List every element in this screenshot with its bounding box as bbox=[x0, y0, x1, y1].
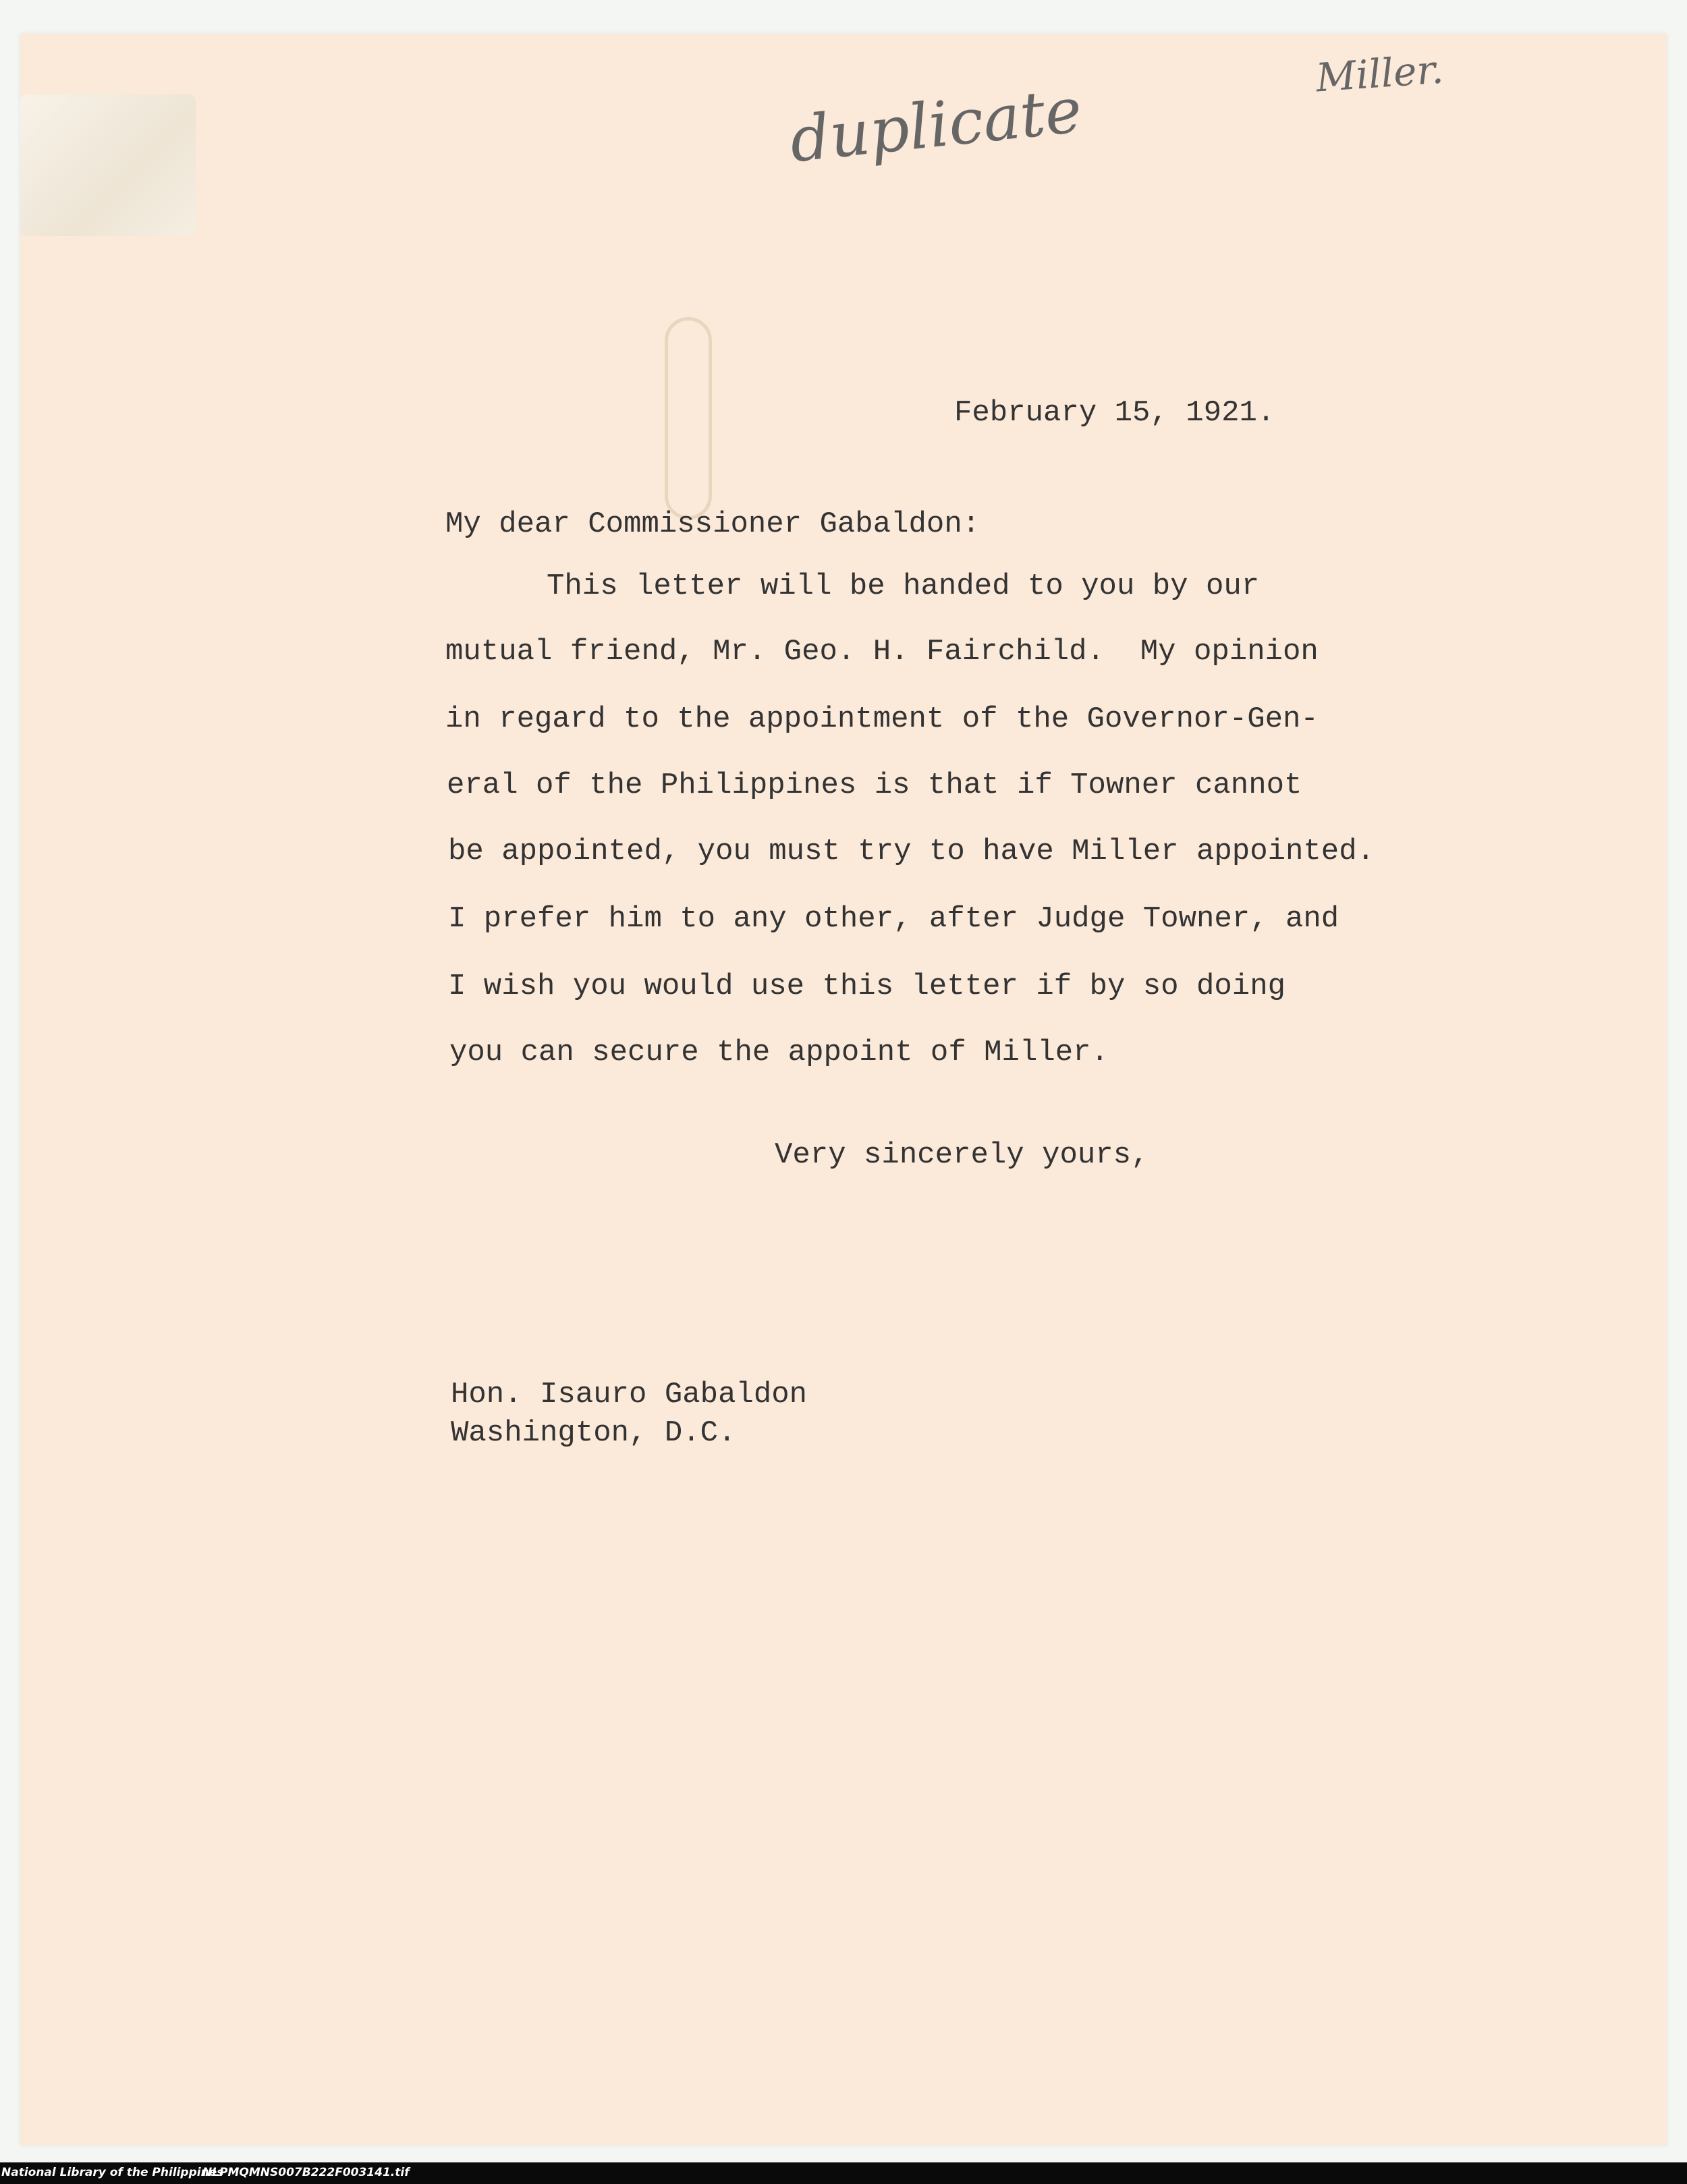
footer-filename: NLPMQMNS007B222F003141.tif bbox=[202, 2166, 410, 2179]
body-line-4: eral of the Philippines is that if Towner cannot bbox=[447, 768, 1302, 802]
body-line-3: in regard to the appointment of the Governor-Gen- bbox=[445, 702, 1319, 736]
paperclip-stain bbox=[665, 317, 712, 520]
body-line-2: mutual friend, Mr. Geo. H. Fairchild. My opinion bbox=[445, 635, 1319, 669]
body-line-6: I prefer him to any other, after Judge Towner, and bbox=[448, 902, 1339, 936]
addressee-location: Washington, D.C. bbox=[451, 1416, 736, 1450]
body-line-7: I wish you would use this letter if by so doing bbox=[448, 970, 1286, 1003]
letter-salutation: My dear Commissioner Gabaldon: bbox=[445, 507, 980, 541]
addressee-name: Hon. Isauro Gabaldon bbox=[451, 1378, 808, 1411]
body-line-8: you can secure the appoint of Miller. bbox=[449, 1036, 1109, 1069]
letter-date: February 15, 1921. bbox=[954, 396, 1275, 430]
letter-paper bbox=[20, 34, 1667, 2146]
letter-closing: Very sincerely yours, bbox=[775, 1138, 1149, 1172]
body-line-5: be appointed, you must try to have Miller appointed. bbox=[448, 835, 1375, 868]
tape-mark bbox=[20, 94, 196, 236]
handwritten-note-miller: Miller. bbox=[1314, 46, 1445, 101]
body-line-1: This letter will be handed to you by our bbox=[547, 569, 1260, 603]
handwritten-note-duplicate: duplicate bbox=[786, 74, 1086, 177]
footer-institution: National Library of the Philippines bbox=[1, 2166, 224, 2179]
